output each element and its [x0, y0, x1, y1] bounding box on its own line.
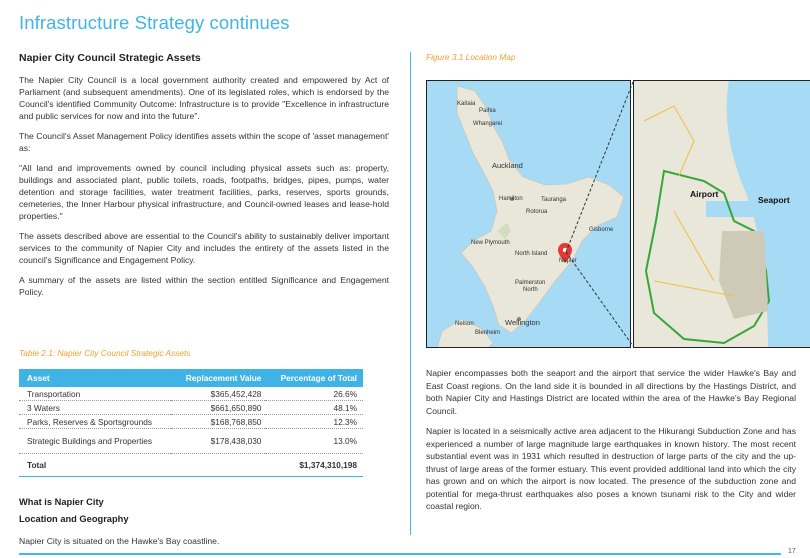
- map-label-auckland: Auckland: [492, 161, 523, 170]
- seismic-paragraph: Napier is located in a seismically active area adjacent to the Hikurangi Subduction Zone and has experienced a number of large magnitude large earthquakes in known history. The most recent substantial event was in 1931 which resulted in destruction of large parts of the city and the up-thrust of large areas of the former estuary. This event provided additional land into which the city has grown and on which the airport is now located. The presence of the subduction zone and potential for mega-thrust earthquakes also poses a known tsunami risk to the City and wider coastal region.: [426, 426, 796, 511]
- location-map: [426, 80, 810, 348]
- map-label-north-island: North Island: [515, 251, 548, 257]
- map-label-napier: Napier: [559, 258, 577, 264]
- map-label-nelson: Nelson: [455, 321, 474, 327]
- cell-percent: 26.6%: [265, 387, 363, 401]
- table-total-row: [19, 454, 363, 477]
- map-label-airport: Airport: [690, 189, 719, 199]
- right-column-text: [426, 367, 796, 521]
- table-row: [19, 387, 363, 401]
- page-title: Infrastructure Strategy continues: [19, 12, 290, 33]
- header-asset: Asset: [19, 369, 171, 387]
- map-label-blenheim: Blenheim: [475, 330, 501, 336]
- table-row: [19, 415, 363, 429]
- quote-paragraph: "All land and improvements owned by council including physical assets such as: property, buildings and associated plant, public toilets, roads, footpaths, bridges, pipes, pumps, water detention and storage facilities, water treatment facilities, parks, reserves, sports grounds, cemeteries, the Inner Harbour physical infrastructure, and Council-owned leases and lease-hold properties.": [19, 163, 389, 221]
- total-value: $1,374,310,198: [171, 454, 363, 477]
- map-label-seaport: Seaport: [758, 195, 790, 205]
- cell-percent: 13.0%: [265, 429, 363, 454]
- encompasses-paragraph: Napier encompasses both the seaport and the airport that service the wider Hawke's Bay and East Coast regions. On the land side it is bounded in all directions by the Hastings District, and both Napier City and Hastings District are located within the area of the Hawke's Bay Regional Council.: [426, 368, 796, 416]
- table-header-row: [19, 369, 363, 387]
- location-sentence: Napier City is situated on the Hawke's Bay coastline.: [19, 536, 220, 546]
- map-label-gisborne: Gisborne: [589, 227, 614, 233]
- cell-value: $365,452,428: [171, 387, 265, 401]
- intro-paragraph: The Napier City Council is a local government authority created and empowered by Act of Parliament (and subsequent amendments). One of its legislated roles, which is endorsed by the Council's identified Community Outcome: Infrastructure is to provide "Excellence in infrastructure and public services for now and into the future".: [19, 75, 389, 121]
- table-caption: Table 2.1: Napier City Council Strategic Assets: [19, 348, 191, 358]
- what-is-napier-heading: What is Napier City: [19, 497, 104, 507]
- left-column: [19, 52, 389, 306]
- map-label-wellington: Wellington: [505, 318, 540, 327]
- cell-percent: 12.3%: [265, 415, 363, 429]
- essential-paragraph: The assets described above are essential to the Council's ability to sustainably deliver important services to the community of Napier City and includes the entirety of the assets listed in the council's Significance and Engagement Policy.: [19, 231, 389, 265]
- cell-asset: Parks, Reserves & Sportsgrounds: [19, 415, 171, 429]
- page-number: 17: [788, 548, 796, 555]
- map-label-hamilton: Hamilton: [499, 196, 523, 202]
- summary-paragraph: A summary of the assets are listed within the section entitled Significance and Engagement Policy.: [19, 275, 389, 297]
- policy-paragraph: The Council's Asset Management Policy identifies assets within the scope of 'asset management' as:: [19, 131, 389, 153]
- map-label-north: North: [523, 287, 538, 293]
- map-label-palmerston: Palmerston: [515, 280, 546, 286]
- map-label-whangarei: Whangarei: [473, 121, 503, 127]
- total-label: Total: [19, 454, 171, 477]
- header-percentage: Percentage of Total: [265, 369, 363, 387]
- cell-asset: 3 Waters: [19, 401, 171, 415]
- location-geography-heading: Location and Geography: [19, 514, 129, 524]
- table-row: [19, 429, 363, 454]
- section-heading: Napier City Council Strategic Assets: [19, 52, 201, 64]
- column-divider: [410, 52, 411, 535]
- cell-asset: Transportation: [19, 387, 171, 401]
- napier-city-map: [633, 80, 810, 348]
- map-label-kaitaia: Kaitaia: [457, 101, 476, 107]
- table-row: [19, 401, 363, 415]
- cell-value: $178,438,030: [171, 429, 265, 454]
- map-label-paihia: Paihia: [479, 108, 496, 114]
- figure-caption: Figure 3.1 Location Map: [426, 52, 516, 62]
- cell-asset: Strategic Buildings and Properties: [19, 429, 171, 454]
- map-label-new-plymouth: New Plymouth: [471, 240, 510, 246]
- napier-city-map-graphic: [634, 81, 810, 348]
- cell-value: $168,768,850: [171, 415, 265, 429]
- map-label-rotorua: Rotorua: [526, 209, 548, 215]
- cell-percent: 48.1%: [265, 401, 363, 415]
- strategic-assets-table: [19, 369, 363, 477]
- header-replacement-value: Replacement Value: [171, 369, 265, 387]
- cell-value: $661,650,890: [171, 401, 265, 415]
- footer-line: [19, 553, 781, 555]
- map-label-tauranga: Tauranga: [541, 197, 567, 203]
